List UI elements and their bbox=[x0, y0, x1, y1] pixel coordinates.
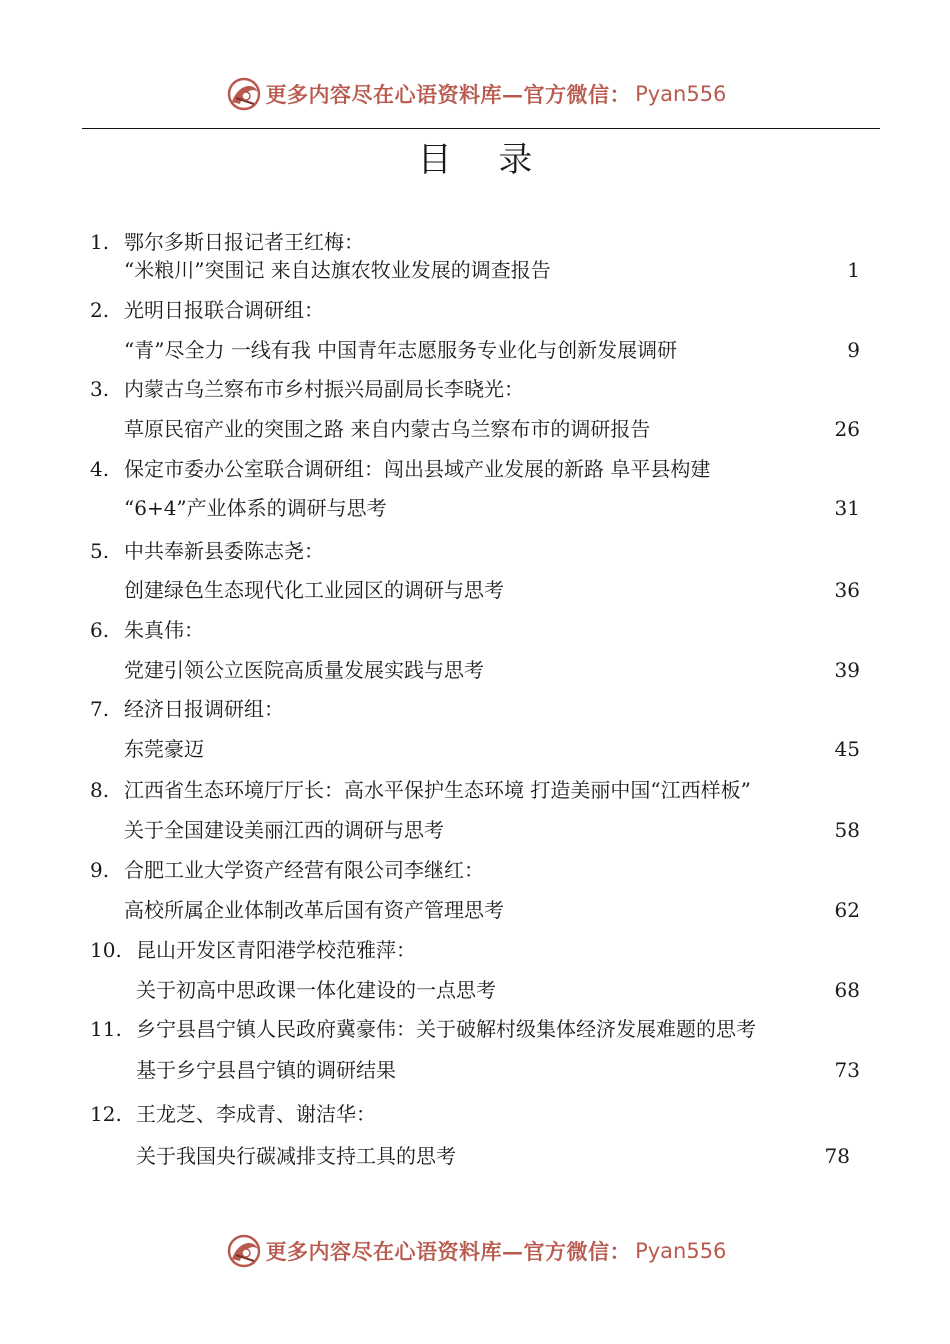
toc-entry-number: 6. bbox=[90, 618, 110, 642]
page-title: 目 录 bbox=[417, 140, 551, 180]
toc-entry-author: 合肥工业大学资产经营有限公司李继红： bbox=[124, 858, 484, 882]
toc-entry-page-number: 9 bbox=[847, 338, 860, 362]
toc-entry-author: 内蒙古乌兰察布市乡村振兴局副局长李晓光： bbox=[124, 377, 524, 401]
toc-entry-number: 3. bbox=[90, 377, 110, 401]
toc-entry-page-number: 26 bbox=[834, 417, 860, 441]
toc-entry-page-number: 78 bbox=[824, 1144, 850, 1168]
header-rule bbox=[82, 128, 880, 129]
toc-entry-author: 朱真伟： bbox=[124, 618, 204, 642]
swirl-logo-icon bbox=[224, 1231, 264, 1271]
toc-entry-page-number: 73 bbox=[834, 1058, 860, 1082]
toc-entry-number: 8. bbox=[90, 778, 110, 802]
toc-entry-author: 鄂尔多斯日报记者王红梅： bbox=[124, 230, 364, 254]
toc-entry-number: 9. bbox=[90, 858, 110, 882]
toc-entry-title: 草原民宿产业的突围之路 来自内蒙古乌兰察布市的调研报告 bbox=[124, 417, 651, 441]
toc-entry-page-number: 1 bbox=[847, 258, 860, 282]
toc-entry-page-number: 36 bbox=[834, 578, 860, 602]
toc-entry-number: 4. bbox=[90, 457, 110, 481]
toc-entry-number: 1. bbox=[90, 230, 110, 254]
toc-entry-title: 基于乡宁县昌宁镇的调研结果 bbox=[136, 1058, 396, 1082]
toc-entry-author: 王龙芝、李成青、谢洁华： bbox=[136, 1102, 376, 1126]
toc-entry-heading bbox=[90, 228, 364, 256]
toc-entry-author: 保定市委办公室联合调研组：闯出县域产业发展的新路 阜平县构建 bbox=[124, 457, 711, 481]
toc-entry-title: 创建绿色生态现代化工业园区的调研与思考 bbox=[124, 578, 504, 602]
toc-entry-heading bbox=[90, 695, 284, 723]
toc-entry-heading bbox=[90, 616, 204, 644]
toc-entry-title: 关于我国央行碳减排支持工具的思考 bbox=[136, 1144, 456, 1168]
toc-entry-page-number: 31 bbox=[834, 496, 860, 520]
toc-entry-author: 光明日报联合调研组： bbox=[124, 298, 324, 322]
toc-entry-heading bbox=[90, 776, 751, 804]
toc-entry-number: 12. bbox=[90, 1102, 122, 1126]
toc-entry-page-number: 68 bbox=[834, 978, 860, 1002]
toc-entry-heading bbox=[90, 296, 324, 324]
toc-entry-heading bbox=[90, 537, 324, 565]
toc-entry-page-number: 62 bbox=[834, 898, 860, 922]
toc-entry-heading bbox=[90, 455, 710, 483]
toc-entry-page-number: 58 bbox=[834, 818, 860, 842]
toc-entry-heading bbox=[90, 936, 416, 964]
toc-entry-author: 乡宁县昌宁镇人民政府冀豪伟：关于破解村级集体经济发展难题的思考 bbox=[136, 1017, 756, 1041]
toc-entry-title: 东莞豪迈 bbox=[124, 737, 204, 761]
toc-entry-page-number: 45 bbox=[834, 737, 860, 761]
toc-entry-number: 5. bbox=[90, 539, 110, 563]
watermark-text: 更多内容尽在心语资料库—官方微信： bbox=[265, 82, 632, 107]
toc-entry-title: “6+4”产业体系的调研与思考 bbox=[124, 496, 387, 520]
swirl-logo-icon bbox=[224, 74, 264, 114]
watermark-top bbox=[0, 74, 950, 114]
toc-entry-heading bbox=[90, 856, 484, 884]
toc-entry-author: 经济日报调研组： bbox=[124, 697, 284, 721]
watermark-text: 更多内容尽在心语资料库—官方微信： bbox=[265, 1239, 632, 1264]
toc-entry-author: 中共奉新县委陈志尧： bbox=[124, 539, 324, 563]
toc-entry-number: 7. bbox=[90, 697, 110, 721]
toc-entry-heading bbox=[90, 1015, 756, 1043]
toc-entry-author: 江西省生态环境厅厅长：高水平保护生态环境 打造美丽中国“江西样板” bbox=[124, 778, 751, 802]
toc-entry-number: 10. bbox=[90, 938, 122, 962]
toc-entry-title: 关于初高中思政课一体化建设的一点思考 bbox=[136, 978, 496, 1002]
toc-entry-title: “青”尽全力 一线有我 中国青年志愿服务专业化与创新发展调研 bbox=[124, 338, 678, 362]
toc-entry-heading bbox=[90, 375, 524, 403]
toc-entry-heading bbox=[90, 1100, 376, 1128]
watermark-wechat-id: Pyan556 bbox=[635, 1239, 727, 1263]
toc-entry-page-number: 39 bbox=[834, 658, 860, 682]
toc-entry-title: 党建引领公立医院高质量发展实践与思考 bbox=[124, 658, 484, 682]
toc-entry-title: “米粮川”突围记 来自达旗农牧业发展的调查报告 bbox=[124, 258, 551, 282]
toc-entry-author: 昆山开发区青阳港学校范雅萍： bbox=[136, 938, 416, 962]
toc-entry-title: 关于全国建设美丽江西的调研与思考 bbox=[124, 818, 444, 842]
toc-entry-title: 高校所属企业体制改革后国有资产管理思考 bbox=[124, 898, 504, 922]
watermark-bottom bbox=[0, 1231, 950, 1271]
watermark-wechat-id: Pyan556 bbox=[635, 82, 727, 106]
toc-entry-number: 11. bbox=[90, 1017, 122, 1041]
toc-entry-number: 2. bbox=[90, 298, 110, 322]
